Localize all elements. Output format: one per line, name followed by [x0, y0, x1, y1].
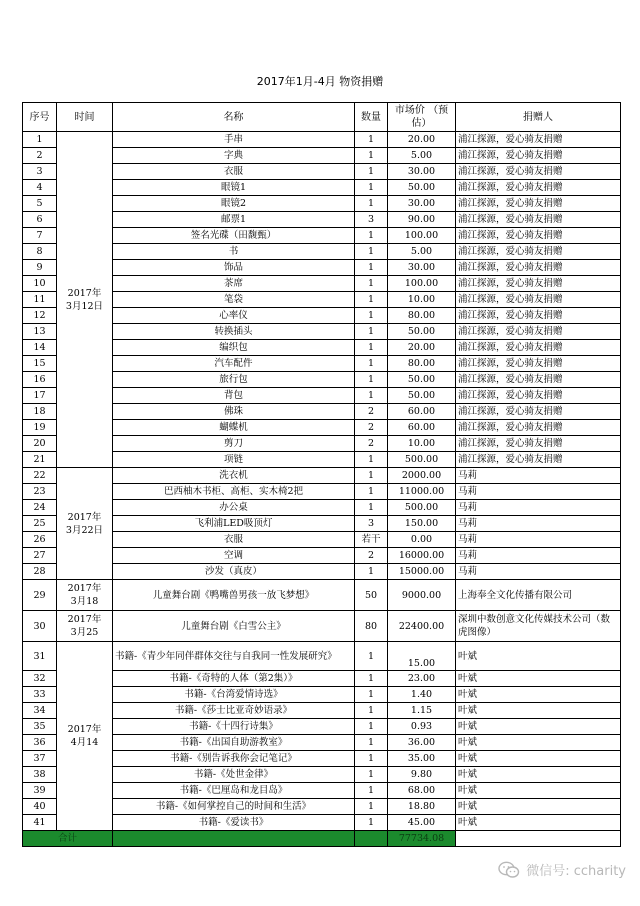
- cell-no: 1: [23, 132, 57, 148]
- cell-no: 20: [23, 436, 57, 452]
- cell-name: 手串: [113, 132, 355, 148]
- total-filler: [113, 831, 355, 847]
- cell-qty: 1: [355, 687, 388, 703]
- cell-price: 80.00: [388, 356, 456, 372]
- cell-name: 旅行包: [113, 372, 355, 388]
- cell-no: 12: [23, 308, 57, 324]
- cell-price: 45.00: [388, 815, 456, 831]
- cell-name: 书籍-《奇特的人体（第2集）》: [113, 671, 355, 687]
- cell-name: 空调: [113, 548, 355, 564]
- cell-price: 150.00: [388, 516, 456, 532]
- cell-qty: 1: [355, 719, 388, 735]
- cell-qty: 1: [355, 642, 388, 671]
- cell-donor: 浦江探源，爱心骑友捐赠: [456, 308, 621, 324]
- cell-qty: 2: [355, 548, 388, 564]
- table-row: [23, 719, 621, 735]
- cell-price: 60.00: [388, 420, 456, 436]
- header-no: 序号: [23, 103, 57, 132]
- cell-price: 60.00: [388, 404, 456, 420]
- cell-donor: 浦江探源，爱心骑友捐赠: [456, 292, 621, 308]
- table-row: [23, 148, 621, 164]
- cell-qty: 若干: [355, 532, 388, 548]
- cell-donor: 上海奉全文化传播有限公司: [456, 580, 621, 611]
- cell-qty: 1: [355, 196, 388, 212]
- cell-name: 项链: [113, 452, 355, 468]
- cell-donor: 叶斌: [456, 767, 621, 783]
- cell-qty: 1: [355, 244, 388, 260]
- cell-donor: 浦江探源，爱心骑友捐赠: [456, 132, 621, 148]
- total-label: 合计: [23, 831, 113, 847]
- cell-name: 签名光碟（田馥甄）: [113, 228, 355, 244]
- cell-qty: 1: [355, 324, 388, 340]
- cell-qty: 1: [355, 276, 388, 292]
- cell-name: 书: [113, 244, 355, 260]
- cell-donor: 浦江探源，爱心骑友捐赠: [456, 420, 621, 436]
- cell-price: 80.00: [388, 308, 456, 324]
- cell-no: 8: [23, 244, 57, 260]
- cell-donor: 浦江探源，爱心骑友捐赠: [456, 388, 621, 404]
- cell-no: 2: [23, 148, 57, 164]
- cell-no: 35: [23, 719, 57, 735]
- cell-donor: 马莉: [456, 548, 621, 564]
- wechat-icon: [498, 861, 520, 879]
- cell-donor: 叶斌: [456, 719, 621, 735]
- cell-price: 500.00: [388, 500, 456, 516]
- cell-qty: 1: [355, 767, 388, 783]
- cell-donor: 叶斌: [456, 783, 621, 799]
- cell-price: 50.00: [388, 324, 456, 340]
- header-donor: 捐赠人: [456, 103, 621, 132]
- header-time: 时间: [57, 103, 113, 132]
- cell-qty: 1: [355, 799, 388, 815]
- table-row: [23, 212, 621, 228]
- table-row: [23, 671, 621, 687]
- cell-qty: 2: [355, 404, 388, 420]
- table-row: [23, 500, 621, 516]
- cell-name: 转换插头: [113, 324, 355, 340]
- cell-time: 2017年 3月18: [57, 580, 113, 611]
- cell-no: 34: [23, 703, 57, 719]
- cell-name: 饰品: [113, 260, 355, 276]
- cell-qty: 1: [355, 783, 388, 799]
- cell-price: 11000.00: [388, 484, 456, 500]
- cell-no: 15: [23, 356, 57, 372]
- cell-price: 50.00: [388, 180, 456, 196]
- cell-time: 2017年 3月22日: [57, 468, 113, 580]
- table-header: [23, 103, 621, 132]
- cell-no: 38: [23, 767, 57, 783]
- cell-qty: 1: [355, 671, 388, 687]
- cell-donor: 浦江探源，爱心骑友捐赠: [456, 324, 621, 340]
- cell-price: 500.00: [388, 452, 456, 468]
- cell-no: 40: [23, 799, 57, 815]
- total-row: [23, 831, 621, 847]
- total-value: 77734.08: [388, 831, 456, 847]
- cell-price: 18.80: [388, 799, 456, 815]
- cell-name: 茶席: [113, 276, 355, 292]
- cell-qty: 1: [355, 356, 388, 372]
- cell-price: 9000.00: [388, 580, 456, 611]
- cell-no: 39: [23, 783, 57, 799]
- cell-price: 1.15: [388, 703, 456, 719]
- cell-no: 28: [23, 564, 57, 580]
- cell-no: 31: [23, 642, 57, 671]
- cell-no: 41: [23, 815, 57, 831]
- table-row: [23, 516, 621, 532]
- table-row: [23, 751, 621, 767]
- cell-qty: 1: [355, 148, 388, 164]
- header-price: 市场价 （预估）: [388, 103, 456, 132]
- table-row: [23, 735, 621, 751]
- cell-name: 剪刀: [113, 436, 355, 452]
- cell-name: 书籍-《巴厘岛和龙目岛》: [113, 783, 355, 799]
- cell-donor: 浦江探源，爱心骑友捐赠: [456, 452, 621, 468]
- table-row: [23, 452, 621, 468]
- table-row: [23, 468, 621, 484]
- cell-time: 2017年 4月14: [57, 642, 113, 831]
- cell-price: 50.00: [388, 372, 456, 388]
- cell-name: 巴西柚木书柜、高柜、实木椅2把: [113, 484, 355, 500]
- table-row: [23, 564, 621, 580]
- cell-donor: 马莉: [456, 516, 621, 532]
- cell-price: 10.00: [388, 436, 456, 452]
- table-row: [23, 687, 621, 703]
- cell-price: 16000.00: [388, 548, 456, 564]
- cell-donor: 浦江探源，爱心骑友捐赠: [456, 356, 621, 372]
- table-row: [23, 703, 621, 719]
- cell-qty: 1: [355, 751, 388, 767]
- cell-donor: 马莉: [456, 468, 621, 484]
- table-row: [23, 642, 621, 671]
- cell-no: 24: [23, 500, 57, 516]
- cell-donor: 浦江探源，爱心骑友捐赠: [456, 260, 621, 276]
- header-name: 名称: [113, 103, 355, 132]
- cell-price: 10.00: [388, 292, 456, 308]
- cell-no: 16: [23, 372, 57, 388]
- cell-no: 25: [23, 516, 57, 532]
- cell-no: 3: [23, 164, 57, 180]
- cell-name: 笔袋: [113, 292, 355, 308]
- cell-name: 书籍-《台湾爱情诗选》: [113, 687, 355, 703]
- cell-donor: 叶斌: [456, 751, 621, 767]
- cell-donor: 叶斌: [456, 815, 621, 831]
- cell-time: 2017年 3月12日: [57, 132, 113, 468]
- cell-price: 22400.00: [388, 611, 456, 642]
- cell-name: 心率仪: [113, 308, 355, 324]
- watermark: [498, 860, 626, 879]
- watermark-text: 微信号: ccharity: [526, 864, 626, 879]
- cell-name: 书籍-《别告诉我你会记笔记》: [113, 751, 355, 767]
- cell-donor: 马莉: [456, 532, 621, 548]
- cell-no: 32: [23, 671, 57, 687]
- table-row: [23, 404, 621, 420]
- cell-donor: 叶斌: [456, 642, 621, 671]
- cell-no: 17: [23, 388, 57, 404]
- cell-name: 飞利浦LED吸顶灯: [113, 516, 355, 532]
- cell-name: 书籍-《莎士比亚奇妙语录》: [113, 703, 355, 719]
- cell-donor: 浦江探源，爱心骑友捐赠: [456, 244, 621, 260]
- cell-no: 14: [23, 340, 57, 356]
- cell-price: 100.00: [388, 276, 456, 292]
- cell-price: 68.00: [388, 783, 456, 799]
- cell-qty: 1: [355, 484, 388, 500]
- table-row: [23, 388, 621, 404]
- cell-donor: 浦江探源，爱心骑友捐赠: [456, 164, 621, 180]
- cell-donor: 浦江探源，爱心骑友捐赠: [456, 404, 621, 420]
- table-row: [23, 132, 621, 148]
- cell-qty: 3: [355, 516, 388, 532]
- cell-price: 20.00: [388, 340, 456, 356]
- cell-name: 衣服: [113, 532, 355, 548]
- cell-price: 20.00: [388, 132, 456, 148]
- cell-qty: 1: [355, 180, 388, 196]
- cell-qty: 1: [355, 132, 388, 148]
- cell-name: 书籍-《处世金律》: [113, 767, 355, 783]
- cell-donor: 叶斌: [456, 671, 621, 687]
- cell-qty: 3: [355, 212, 388, 228]
- cell-no: 9: [23, 260, 57, 276]
- cell-qty: 50: [355, 580, 388, 611]
- cell-name: 书籍-《青少年同伴群体交往与自我同一性发展研究》: [113, 642, 355, 671]
- cell-name: 字典: [113, 148, 355, 164]
- table-row: [23, 260, 621, 276]
- cell-qty: 1: [355, 340, 388, 356]
- cell-donor: 叶斌: [456, 799, 621, 815]
- cell-name: 沙发（真皮）: [113, 564, 355, 580]
- cell-qty: 1: [355, 815, 388, 831]
- cell-name: 书籍-《爱读书》: [113, 815, 355, 831]
- cell-qty: 1: [355, 292, 388, 308]
- cell-qty: 1: [355, 372, 388, 388]
- table-row: [23, 580, 621, 611]
- cell-qty: 2: [355, 420, 388, 436]
- cell-qty: 1: [355, 468, 388, 484]
- table-row: [23, 484, 621, 500]
- cell-no: 6: [23, 212, 57, 228]
- table-row: [23, 228, 621, 244]
- cell-donor: 浦江探源，爱心骑友捐赠: [456, 372, 621, 388]
- cell-name: 背包: [113, 388, 355, 404]
- table-row: [23, 799, 621, 815]
- cell-price: 0.00: [388, 532, 456, 548]
- cell-no: 33: [23, 687, 57, 703]
- cell-donor: 浦江探源，爱心骑友捐赠: [456, 436, 621, 452]
- cell-qty: 1: [355, 735, 388, 751]
- table-row: [23, 420, 621, 436]
- cell-qty: 1: [355, 564, 388, 580]
- table-row: [23, 164, 621, 180]
- cell-donor: 浦江探源，爱心骑友捐赠: [456, 196, 621, 212]
- cell-no: 26: [23, 532, 57, 548]
- cell-no: 29: [23, 580, 57, 611]
- cell-no: 18: [23, 404, 57, 420]
- cell-price: 35.00: [388, 751, 456, 767]
- cell-qty: 1: [355, 260, 388, 276]
- cell-no: 11: [23, 292, 57, 308]
- cell-price: 0.93: [388, 719, 456, 735]
- cell-no: 22: [23, 468, 57, 484]
- cell-price: 90.00: [388, 212, 456, 228]
- cell-price: 30.00: [388, 260, 456, 276]
- cell-donor: 马莉: [456, 500, 621, 516]
- cell-name: 邮票1: [113, 212, 355, 228]
- cell-name: 衣服: [113, 164, 355, 180]
- cell-name: 眼镜2: [113, 196, 355, 212]
- cell-no: 10: [23, 276, 57, 292]
- cell-no: 23: [23, 484, 57, 500]
- cell-price: 30.00: [388, 196, 456, 212]
- cell-name: 书籍-《如何掌控自己的时间和生活》: [113, 799, 355, 815]
- cell-name: 汽车配件: [113, 356, 355, 372]
- total-filler: [355, 831, 388, 847]
- table-row: [23, 180, 621, 196]
- table-row: [23, 324, 621, 340]
- table-row: [23, 611, 621, 642]
- cell-no: 30: [23, 611, 57, 642]
- page-title: 2017年1月-4月 物资捐赠: [256, 75, 384, 88]
- table-row: [23, 276, 621, 292]
- cell-qty: 1: [355, 388, 388, 404]
- cell-donor: 马莉: [456, 564, 621, 580]
- cell-name: 编织包: [113, 340, 355, 356]
- cell-qty: 1: [355, 452, 388, 468]
- cell-name: 书籍-《出国自助游教室》: [113, 735, 355, 751]
- cell-name: 儿童舞台剧《白雪公主》: [113, 611, 355, 642]
- cell-donor: 浦江探源，爱心骑友捐赠: [456, 340, 621, 356]
- cell-donor: 浦江探源，爱心骑友捐赠: [456, 228, 621, 244]
- cell-no: 5: [23, 196, 57, 212]
- cell-price: 9.80: [388, 767, 456, 783]
- cell-qty: 1: [355, 164, 388, 180]
- cell-no: 13: [23, 324, 57, 340]
- cell-donor: 浦江探源，爱心骑友捐赠: [456, 212, 621, 228]
- cell-qty: 1: [355, 308, 388, 324]
- cell-qty: 80: [355, 611, 388, 642]
- cell-time: 2017年 3月25: [57, 611, 113, 642]
- cell-name: 儿童舞台剧《鸭嘴兽男孩一放飞梦想》: [113, 580, 355, 611]
- cell-price: 5.00: [388, 244, 456, 260]
- cell-donor: 深圳中数创意文化传媒技术公司（数虎图像）: [456, 611, 621, 642]
- cell-qty: 1: [355, 500, 388, 516]
- cell-no: 37: [23, 751, 57, 767]
- cell-price: 36.00: [388, 735, 456, 751]
- cell-price: 1.40: [388, 687, 456, 703]
- table-row: [23, 767, 621, 783]
- cell-no: 7: [23, 228, 57, 244]
- header-qty: 数量: [355, 103, 388, 132]
- cell-donor: 叶斌: [456, 735, 621, 751]
- cell-price: 2000.00: [388, 468, 456, 484]
- table-row: [23, 548, 621, 564]
- table-row: [23, 196, 621, 212]
- cell-price: 100.00: [388, 228, 456, 244]
- table-row: [23, 244, 621, 260]
- cell-name: 蝴蝶机: [113, 420, 355, 436]
- cell-no: 4: [23, 180, 57, 196]
- cell-name: 书籍-《十四行诗集》: [113, 719, 355, 735]
- table-row: [23, 783, 621, 799]
- table-row: [23, 356, 621, 372]
- cell-price: 50.00: [388, 388, 456, 404]
- table-row: [23, 815, 621, 831]
- table-row: [23, 340, 621, 356]
- cell-donor: 叶斌: [456, 687, 621, 703]
- cell-name: 佛珠: [113, 404, 355, 420]
- total-filler: [456, 831, 621, 847]
- cell-donor: 马莉: [456, 484, 621, 500]
- cell-no: 21: [23, 452, 57, 468]
- cell-name: 办公桌: [113, 500, 355, 516]
- cell-price: 5.00: [388, 148, 456, 164]
- cell-donor: 叶斌: [456, 703, 621, 719]
- donation-table: [22, 102, 621, 847]
- table-row: [23, 532, 621, 548]
- cell-price: 15.00: [388, 642, 456, 671]
- cell-no: 19: [23, 420, 57, 436]
- table-row: [23, 308, 621, 324]
- cell-price: 15000.00: [388, 564, 456, 580]
- cell-qty: 1: [355, 703, 388, 719]
- cell-no: 36: [23, 735, 57, 751]
- cell-price: 23.00: [388, 671, 456, 687]
- table-row: [23, 436, 621, 452]
- table-row: [23, 372, 621, 388]
- cell-qty: 2: [355, 436, 388, 452]
- cell-name: 眼镜1: [113, 180, 355, 196]
- table-row: [23, 292, 621, 308]
- cell-donor: 浦江探源，爱心骑友捐赠: [456, 180, 621, 196]
- cell-qty: 1: [355, 228, 388, 244]
- cell-donor: 浦江探源，爱心骑友捐赠: [456, 148, 621, 164]
- cell-donor: 浦江探源，爱心骑友捐赠: [456, 276, 621, 292]
- cell-no: 27: [23, 548, 57, 564]
- cell-name: 洗衣机: [113, 468, 355, 484]
- cell-price: 30.00: [388, 164, 456, 180]
